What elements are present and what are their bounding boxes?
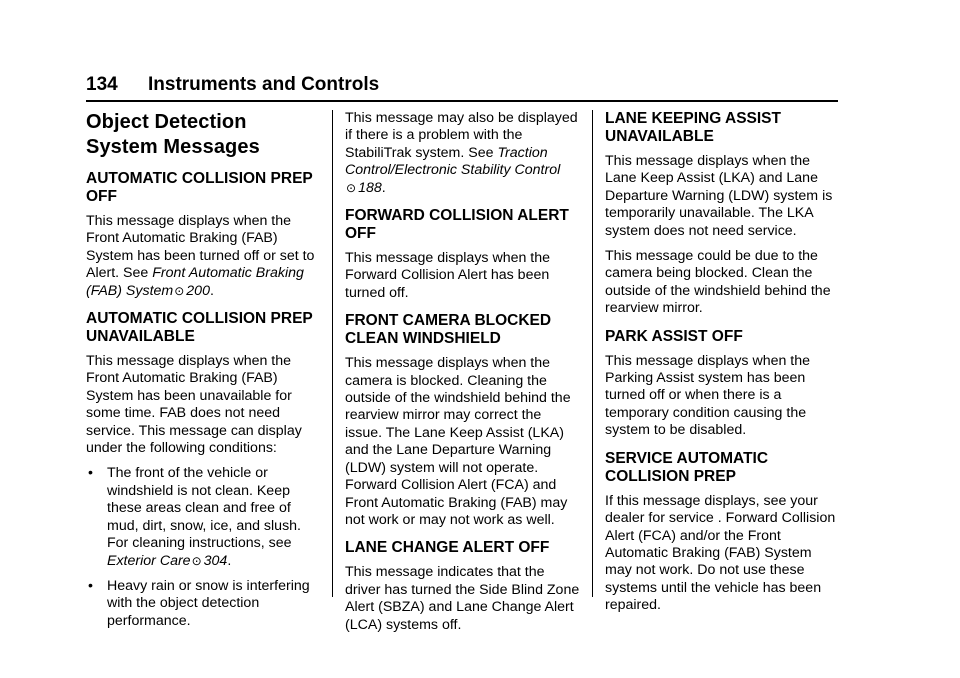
heading-forward-collision-alert-off: FORWARD COLLISION ALERT OFF	[345, 207, 569, 243]
list-item-text: The front of the vehicle or windshield is not clean. Keep these areas clean and free of mud, dirt, snow, ice, and slush. For cleaning instructions, see	[107, 465, 301, 552]
paragraph-lka-unavailable-1: This message displays when the Lane Keep Assist (LKA) and Lane Departure Warning (LDW) system is temporarily unavailable. The LKA system does not need service.	[605, 153, 833, 239]
column-2	[345, 110, 581, 642]
paragraph-stabilitrak: This message may also be displayed if there is a problem with the StabiliTrak system. See Traction Control/Electronic Stability Control ⊙ 188.	[345, 110, 581, 197]
xref-page-188[interactable]: ⊙ 188	[345, 180, 382, 196]
column-divider-2	[592, 110, 593, 597]
heading-lane-keeping-assist-unavailable: LANE KEEPING ASSIST UNAVAILABLE	[605, 110, 781, 145]
column-3	[605, 110, 841, 623]
paragraph-service-automatic-collision-prep: If this message displays, see your dealer for service . Forward Collision Alert (FCA) and/or the Front Automatic Braking (FAB) System may not work. Do not use these systems until the vehicle has been repaired.	[605, 492, 836, 614]
list-item	[86, 578, 320, 630]
paragraph-automatic-collision-prep-off: This message displays when the Front Automatic Braking (FAB) System has been turned off or set to Alert. See Front Automatic Braking (FAB) System⊙ 200.	[86, 213, 320, 300]
header-rule	[86, 100, 838, 102]
section-title: Object Detection System Messages	[86, 111, 260, 158]
paragraph-text: This message displays when the Front Automatic Braking (FAB) System has been turned off or set to Alert. See	[86, 213, 315, 282]
list-item-text: Heavy rain or snow is interfering with the object detection performance.	[107, 577, 310, 629]
xref-page-304[interactable]: ⊙ 304	[191, 553, 228, 569]
xref-fab-system[interactable]: Front Automatic Braking (FAB) System	[86, 265, 304, 299]
page-number: 134	[86, 74, 118, 95]
paragraph-text: This message may also be displayed if there is a problem with the StabiliTrak system. See	[345, 110, 578, 161]
paragraph-automatic-collision-prep-unavailable: This message displays when the Front Automatic Braking (FAB) System has been unavailable for some time. FAB does not need service. This message can display under the following conditions:	[86, 353, 302, 457]
chapter-title: Instruments and Controls	[148, 74, 380, 95]
paragraph-forward-collision-alert-off: This message displays when the Forward Collision Alert has been turned off.	[345, 250, 551, 301]
column-divider-1	[332, 110, 333, 597]
heading-front-camera-blocked: FRONT CAMERA BLOCKED CLEAN WINDSHIELD	[345, 312, 552, 348]
page-header	[86, 68, 838, 98]
column-1	[86, 110, 320, 638]
xref-page-200[interactable]: ⊙ 200	[173, 283, 210, 299]
bullet-glyph: •	[88, 577, 93, 594]
heading-service-automatic-collision-prep: SERVICE AUTOMATIC COLLISION PREP	[605, 449, 769, 485]
paragraph-park-assist-off: This message displays when the Parking Assist system has been turned off or when there is a temporary condition causing the system to be disabled.	[605, 352, 811, 439]
heading-automatic-collision-prep-off: AUTOMATIC COLLISION PREP OFF	[86, 170, 313, 205]
paragraph-lane-change-alert-off: This message indicates that the driver has turned the Side Blind Zone Alert (SBZA) and Lane Change Alert (LCA) systems off.	[345, 564, 580, 633]
paragraph-lka-unavailable-2: This message could be due to the camera being blocked. Clean the outside of the windshield behind the rearview mirror.	[605, 248, 831, 317]
xref-traction-control[interactable]: Traction Control/Electronic Stability Control	[345, 144, 561, 179]
list-item: • The front of the vehicle or windshield is not clean. Keep these areas clean and free of mud, dirt, snow, ice, and slush. For cleaning instructions, see Exterior Care⊙ 304.	[86, 465, 320, 569]
heading-lane-change-alert-off: LANE CHANGE ALERT OFF	[345, 539, 550, 557]
bullet-glyph: •	[88, 465, 93, 482]
heading-automatic-collision-prep-unavailable: AUTOMATIC COLLISION PREP UNAVAILABLE	[86, 310, 313, 346]
heading-park-assist-off: PARK ASSIST OFF	[605, 327, 743, 345]
xref-exterior-care[interactable]: Exterior Care	[107, 552, 191, 569]
conditions-list	[86, 465, 320, 630]
paragraph-front-camera-blocked: This message displays when the camera is blocked. Cleaning the outside of the windshield behind the rearview mirror may correct the issue. The Lane Keep Assist (LKA) and the Lane Departure Warning (LDW) system will not operate. Forward Collision Alert (FCA) and Front Automatic Braking (FAB) may not work or may not work as well.	[345, 355, 571, 528]
